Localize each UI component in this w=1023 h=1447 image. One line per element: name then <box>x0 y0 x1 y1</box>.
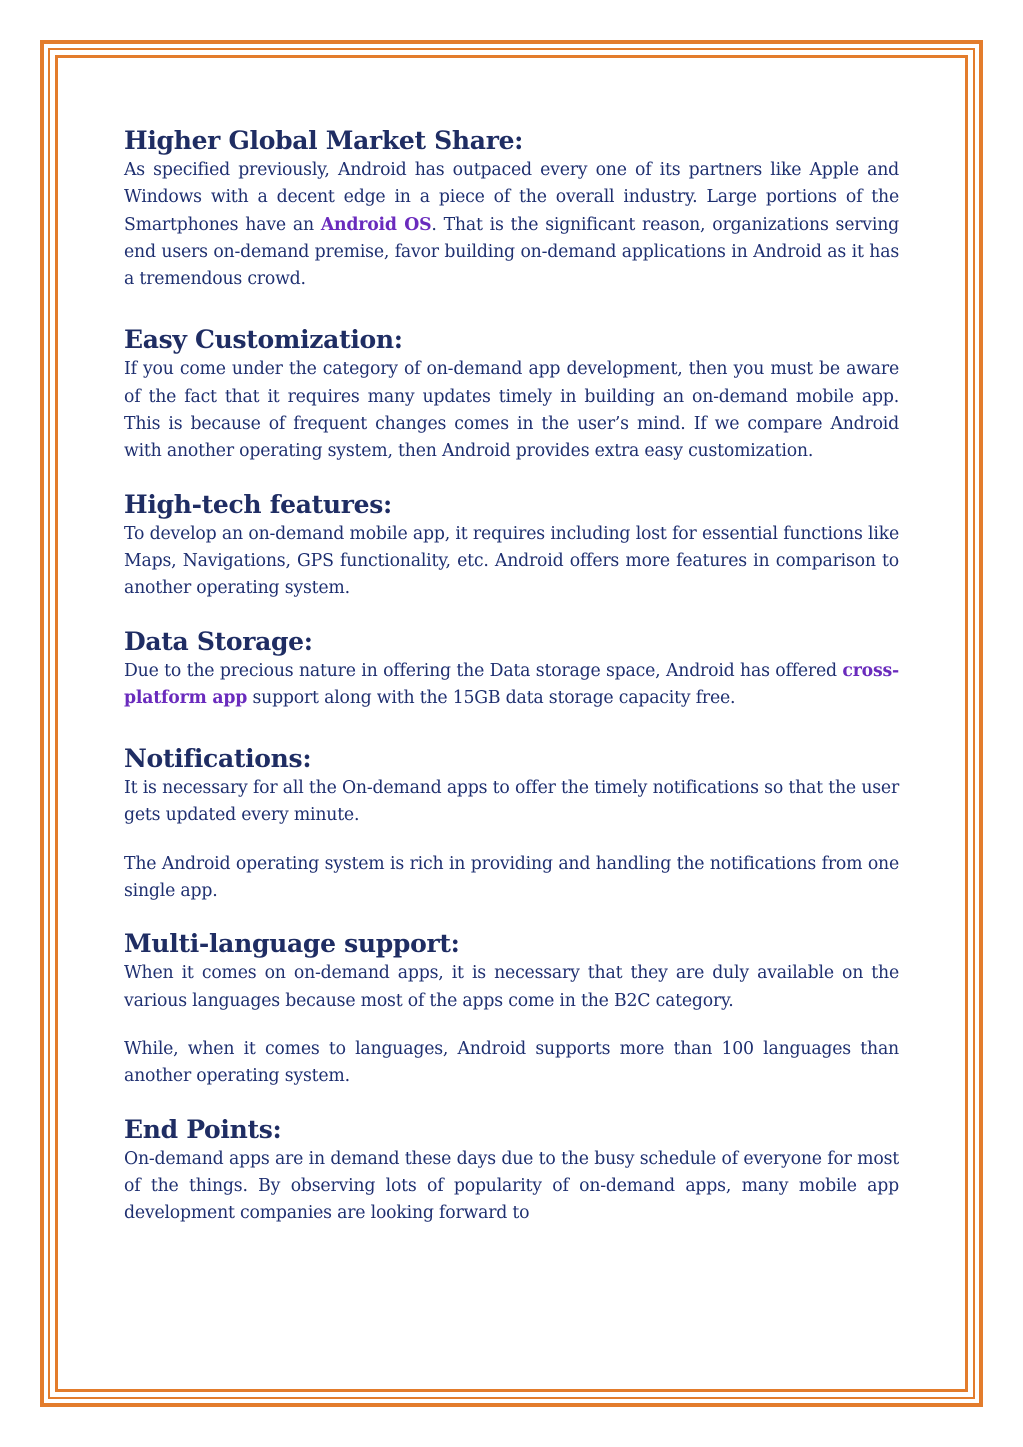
section-end-points <box>124 1114 899 1228</box>
section-customization <box>124 324 899 465</box>
heading-end-points: End Points: <box>124 1114 282 1144</box>
document-body <box>124 125 899 1227</box>
paragraph-end-points: On-demand apps are in demand these days due to the busy schedule of everyone for most of the things. By observing lots of popularity of on-demand apps, many mobile app development companies are looking forward to <box>124 1148 899 1224</box>
text-run: . That is the significant reason, organizations serving end users on-demand premise, favor building on-demand applications in Android as it has a tremendous crowd. <box>124 214 899 290</box>
paragraph-market-share <box>124 157 899 293</box>
paragraph-high-tech: To develop an on-demand mobile app, it requires including lost for essential functions like Maps, Navigations, GPS functionality, etc. Android offers more features in comparison to another operating system. <box>124 523 899 599</box>
text-run: support along with the 15GB data storage capacity free. <box>247 687 736 708</box>
heading-data-storage: Data Storage: <box>124 626 313 656</box>
paragraph-customization: If you come under the category of on-demand app development, then you must be aware of the fact that it requires many updates timely in building an on-demand mobile app. This is because of frequent changes comes in the user’s mind. If we compare Android with another operating system, then Android provides extra easy customization. <box>124 359 899 462</box>
section-multi-language <box>124 928 899 1090</box>
text-run: Due to the precious nature in offering the Data storage space, Android has offered <box>124 660 843 681</box>
section-high-tech <box>124 489 899 603</box>
section-notifications <box>124 743 899 905</box>
text-run: As specified previously, Android has outpaced every one of its partners like Apple and Windows with a decent edge in a piece of the overall industry. Large portions of the Smartphones have an <box>124 160 899 235</box>
section-data-storage <box>124 626 899 713</box>
paragraph-multi-language-1: When it comes on on-demand apps, it is necessary that they are duly available on the various languages because most of the apps come in the B2C category. <box>124 963 899 1011</box>
paragraph-data-storage <box>124 658 899 713</box>
heading-customization: Easy Customization: <box>124 325 403 355</box>
link-cross-platform-app[interactable]: cross-platform app <box>124 660 899 708</box>
paragraph-notifications-1: It is necessary for all the On-demand apps to offer the timely notifications so that the user gets updated every minute. <box>124 778 899 826</box>
section-market-share <box>124 125 899 293</box>
paragraph-notifications-2: The Android operating system is rich in providing and handling the notifications from one single app. <box>124 853 899 902</box>
paragraph-multi-language-2: While, when it comes to languages, Android supports more than 100 languages than another operating system. <box>124 1038 899 1087</box>
heading-high-tech: High-tech features: <box>124 489 392 519</box>
heading-multi-language: Multi-language support: <box>124 929 460 959</box>
heading-market-share: Higher Global Market Share: <box>124 126 524 155</box>
link-android-os[interactable]: Android OS <box>320 214 432 235</box>
heading-notifications: Notifications: <box>124 744 312 774</box>
